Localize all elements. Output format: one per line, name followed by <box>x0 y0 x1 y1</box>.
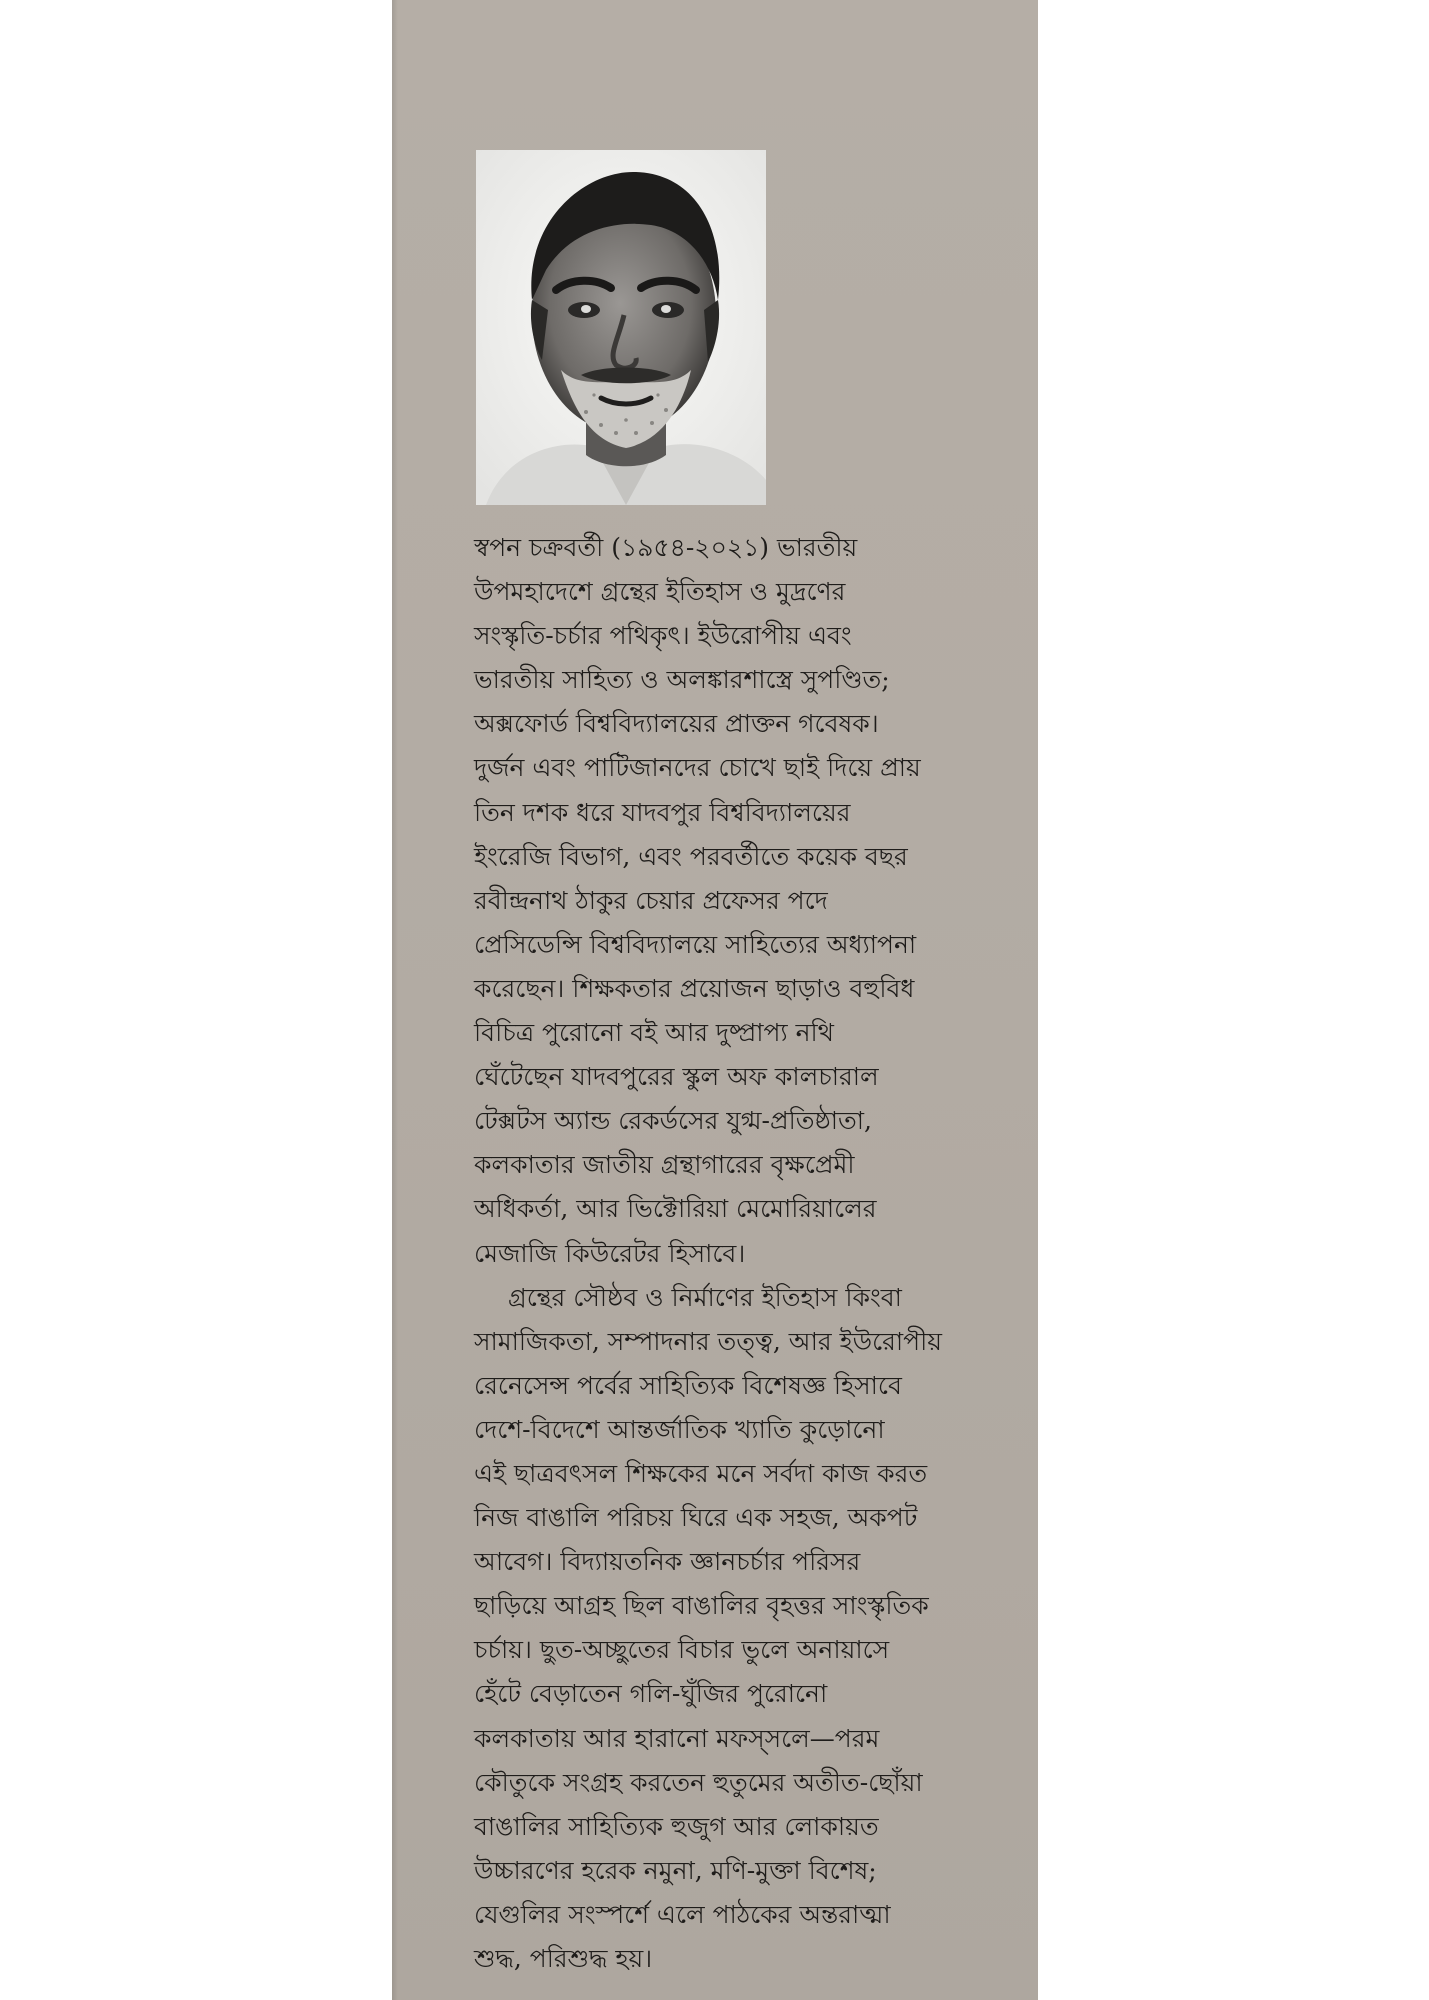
bio-line: চর্চায়। ছুত-অচ্ছুতের বিচার ভুলে অনায়াসে <box>474 1635 890 1665</box>
bio-line: ইংরেজি বিভাগ, এবং পরবর্তীতে কয়েক বছর <box>474 841 908 871</box>
bio-line: গ্রন্থের সৌষ্ঠব ও নির্মাণের ইতিহাস কিংবা <box>508 1282 902 1312</box>
bio-line: প্রেসিডেন্সি বিশ্ববিদ্যালয়ে সাহিত্যের অধ্যাপনা <box>474 929 917 959</box>
bio-line: দুর্জন এবং পাটিজানদের চোখে ছাই দিয়ে প্রায় <box>474 753 921 783</box>
author-bio <box>474 526 974 1981</box>
bio-line: ভারতীয় সাহিত্য ও অলঙ্কারশাস্ত্রে সুপণ্ডিত; <box>474 665 890 695</box>
book-flap <box>392 0 1038 2000</box>
bio-line: অক্সফোর্ড বিশ্ববিদ্যালয়ের প্রাক্তন গবেষক। <box>474 709 879 739</box>
bio-line: টেক্সটস অ্যান্ড রেকর্ডসের যুগ্ম-প্রতিষ্ঠাতা, <box>474 1106 873 1136</box>
bio-line: উচ্চারণের হরেক নমুনা, মণি-মুক্তা বিশেষ; <box>474 1855 877 1885</box>
author-photo <box>476 150 766 505</box>
flap-shadow <box>392 0 398 2000</box>
bio-line: কৌতুকে সংগ্রহ করতেন হুতুমের অতীত-ছোঁয়া <box>474 1767 923 1797</box>
bio-line: সংস্কৃতি-চর্চার পথিকৃৎ। ইউরোপীয় এবং <box>474 621 852 651</box>
bio-line: তিন দশক ধরে যাদবপুর বিশ্ববিদ্যালয়ের <box>474 797 851 827</box>
bio-line: কলকাতায় আর হারানো মফস্‌সলে—পরম <box>474 1723 880 1753</box>
bio-paragraph-1 <box>474 526 974 1276</box>
bio-line: সামাজিকতা, সম্পাদনার তত্ত্ব, আর ইউরোপীয় <box>474 1326 942 1356</box>
bio-line: বাঙালির সাহিত্যিক হুজুগ আর লোকায়ত <box>474 1811 879 1841</box>
bio-line: অধিকর্তা, আর ভিক্টোরিয়া মেমোরিয়ালের <box>474 1194 877 1224</box>
bio-line: রেনেসেন্স পর্বের সাহিত্যিক বিশেষজ্ঞ হিসাবে <box>474 1370 902 1400</box>
bio-line: বিচিত্র পুরোনো বই আর দুষ্প্রাপ্য নথি <box>474 1018 834 1048</box>
bio-line: আবেগ। বিদ্যায়তনিক জ্ঞানচর্চার পরিসর <box>474 1547 861 1577</box>
bio-line: মেজাজি কিউরেটর হিসাবে। <box>474 1238 746 1268</box>
bio-line: দেশে-বিদেশে আন্তর্জাতিক খ্যাতি কুড়োনো <box>474 1414 885 1444</box>
bio-line: স্বপন চক্রবর্তী (১৯৫৪-২০২১) ভারতীয় <box>474 533 858 562</box>
bio-line: করেছেন। শিক্ষকতার প্রয়োজন ছাড়াও বহুবিধ <box>474 973 915 1003</box>
bio-line: রবীন্দ্রনাথ ঠাকুর চেয়ার প্রফেসর পদে <box>474 885 828 915</box>
bio-paragraph-2 <box>474 1276 974 1982</box>
bio-line: উপমহাদেশে গ্রন্থের ইতিহাস ও মুদ্রণের <box>474 577 846 607</box>
bio-line: ছাড়িয়ে আগ্রহ ছিল বাঙালির বৃহত্তর সাংস্কৃতিক <box>474 1591 929 1621</box>
bio-line: কলকাতার জাতীয় গ্রন্থাগারের বৃক্ষপ্রেমী <box>474 1150 855 1180</box>
bio-line: এই ছাত্রবৎসল শিক্ষকের মনে সর্বদা কাজ করত <box>474 1458 928 1488</box>
bio-line: হেঁটে বেড়াতেন গলি-ঘুঁজির পুরোনো <box>474 1679 828 1709</box>
bio-line: নিজ বাঙালি পরিচয় ঘিরে এক সহজ, অকপট <box>474 1503 918 1533</box>
bio-line: ঘেঁটেছেন যাদবপুরের স্কুল অফ কালচারাল <box>474 1062 879 1092</box>
bio-line: শুদ্ধ, পরিশুদ্ধ হয়। <box>474 1944 653 1973</box>
bio-line: যেগুলির সংস্পর্শে এলে পাঠকের অন্তরাত্মা <box>474 1899 891 1929</box>
